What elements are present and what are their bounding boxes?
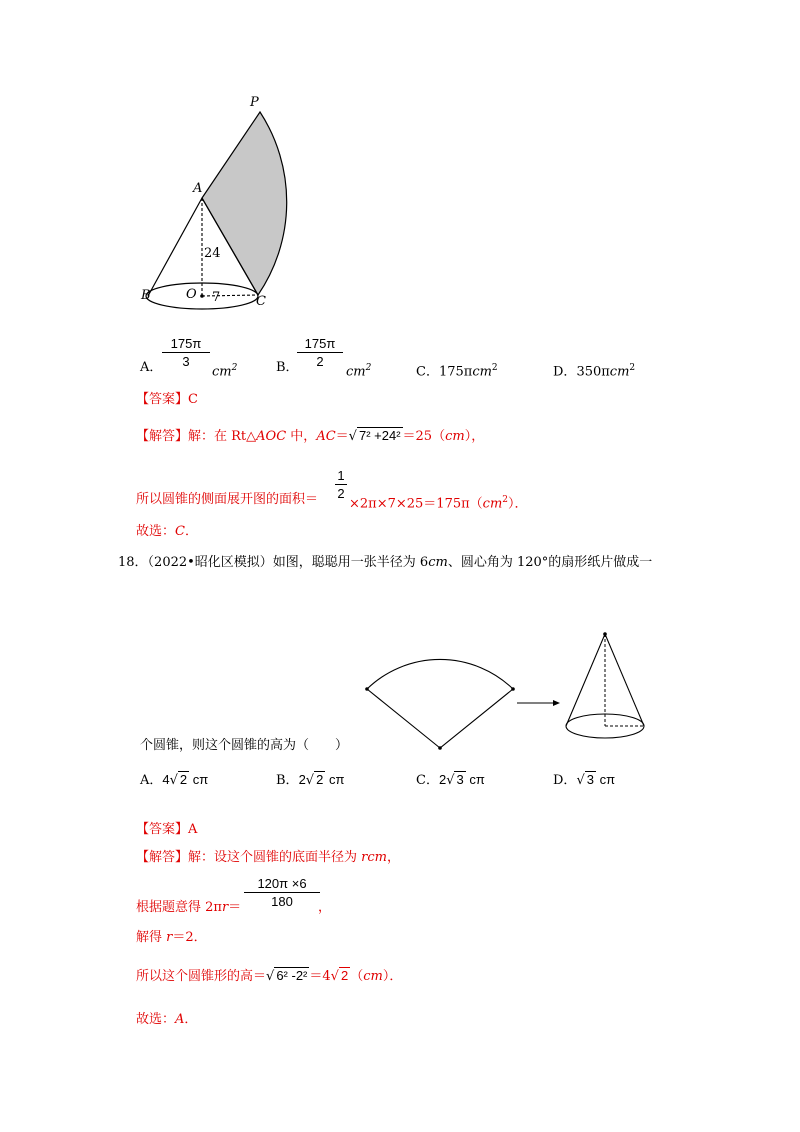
lateral-sector <box>202 112 287 295</box>
sector-to-cone-figure <box>360 625 670 755</box>
label-O: O <box>186 287 197 302</box>
sector-vertex-right <box>511 687 515 691</box>
option-C: C．175πcm$^2$ <box>416 363 498 380</box>
sector-vertex-left <box>365 687 369 691</box>
cone-sector-figure <box>130 90 330 320</box>
q18-answer: 【答案】A <box>136 822 198 837</box>
q18-solution-line2-d: ， <box>318 900 332 915</box>
label-B: B <box>141 288 151 303</box>
center-O <box>200 294 204 298</box>
q17-solution-line1: 【解答】解：在 Rt△AOC 中，AC＝√ 7² +24² ＝25（cm）， <box>136 428 485 444</box>
q18-solution-line2-a: 根据题意得 2πr＝ <box>136 900 242 915</box>
radius-OC <box>202 295 258 296</box>
label-A: A <box>193 181 203 196</box>
q18-solution-line4: 所以这个圆锥形的高＝√ 6² -2² ＝4√ 2 （cm）． <box>136 968 403 984</box>
q17-answer: 【答案】C <box>136 392 198 407</box>
paper-sector <box>367 659 513 748</box>
q18-option-B: B．2√ 2 cπ <box>276 772 345 788</box>
option-A-letter: A． <box>140 360 163 375</box>
q18-option-C: C．2√ 3 cπ <box>416 772 485 788</box>
sqrt-ac: √ 7² +24² <box>348 428 401 444</box>
cone-apex <box>603 632 607 636</box>
label-C: C <box>256 294 266 309</box>
q17-solution-line2-a: 所以圆锥的侧面展开图的面积＝ <box>136 492 319 507</box>
arrow-head <box>553 700 560 706</box>
q18-fraction: 120π ×6 180 <box>244 876 320 909</box>
q18-conclusion: 故选：A． <box>136 1012 198 1027</box>
option-B-unit: $cm^2$ <box>346 363 372 380</box>
option-B-fraction: 175π 2 <box>297 336 343 369</box>
label-height-24: 24 <box>204 246 221 261</box>
q17-half-fraction: 1 2 <box>335 468 347 501</box>
q18-solution-line1: 【解答】解：设这个圆锥的底面半径为 rcm， <box>136 850 400 865</box>
cone-side-left <box>566 634 605 726</box>
label-radius-7: 7 <box>212 290 221 305</box>
option-A-fraction: 175π 3 <box>162 336 210 369</box>
q18-stem-line1: 18．（2022•昭化区模拟）如图，聪聪用一张半径为 6cm、圆心角为 120°的扇形纸片做成一 <box>118 555 653 570</box>
q18-solution-line3: 解得 r＝2． <box>136 930 207 945</box>
option-A-unit: $cm^2$ <box>212 363 238 380</box>
generatrix-AB <box>148 198 202 296</box>
q17-solution-line2-b: $\times 2\pi\times 7\times 25=175\pi(cm^2)$． <box>349 495 528 512</box>
q18-option-D: D．√ 3 cπ <box>553 772 616 788</box>
sector-center <box>438 746 442 750</box>
label-P: P <box>250 95 259 110</box>
option-B-letter: B． <box>276 360 299 375</box>
cone-side-right <box>605 634 644 726</box>
q17-conclusion: 故选：C． <box>136 524 198 539</box>
q18-stem-line2: 个圆锥，则这个圆锥的高为（ ） <box>140 738 349 753</box>
q18-option-A: A．4√ 2 cπ <box>140 772 209 788</box>
option-D: D．350πcm$^2$ <box>553 363 636 380</box>
